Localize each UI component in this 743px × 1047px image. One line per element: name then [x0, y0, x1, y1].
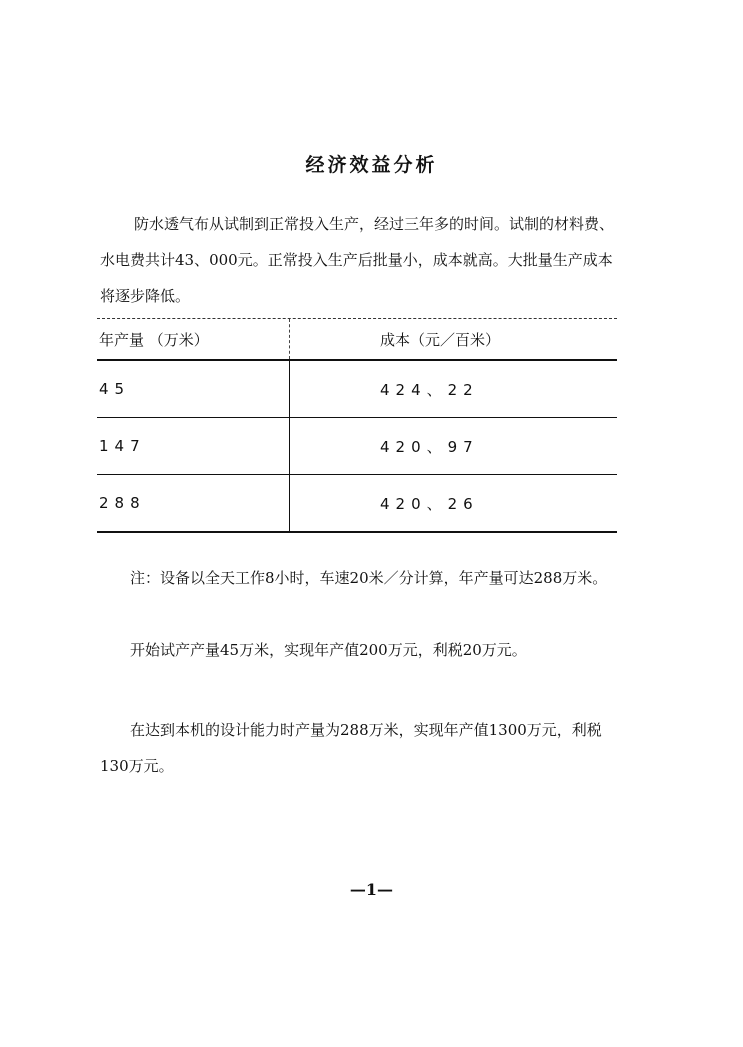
header-annual-output: 年产量 （万米） — [99, 330, 209, 349]
table-row — [97, 361, 617, 418]
note-paragraph: 注：设备以全天工作8小时，车速20米／分计算，年产量可达288万米。 — [130, 569, 608, 587]
note-paragraph: 在达到本机的设计能力时产量为288万米，实现年产值1300万元，利税130万元。 — [100, 721, 602, 775]
cell-output: 288 — [99, 494, 146, 512]
cell-cost: 420、26 — [289, 475, 617, 531]
cost-table — [97, 318, 617, 533]
cell-cost: 424、22 — [289, 361, 617, 417]
page-number: —1— — [349, 880, 394, 899]
header-cost: 成本（元／百米） — [289, 319, 617, 359]
table-row — [97, 475, 617, 533]
note-paragraph: 开始试产产量45万米，实现年产值200万元，利税20万元。 — [130, 641, 527, 659]
document-title: 经济效益分析 — [305, 154, 438, 176]
intro-paragraph: 防水透气布从试制到正常投入生产，经过三年多的时间。试制的材料费、水电费共计43、000元。正常投入生产后批量小，成本就高。大批量生产成本将逐步降低。 — [100, 215, 615, 305]
table-row — [97, 418, 617, 475]
table-header-row — [97, 318, 617, 361]
cell-cost: 420、97 — [289, 418, 617, 474]
cell-output: 147 — [99, 437, 146, 455]
cell-output: 45 — [99, 380, 131, 398]
